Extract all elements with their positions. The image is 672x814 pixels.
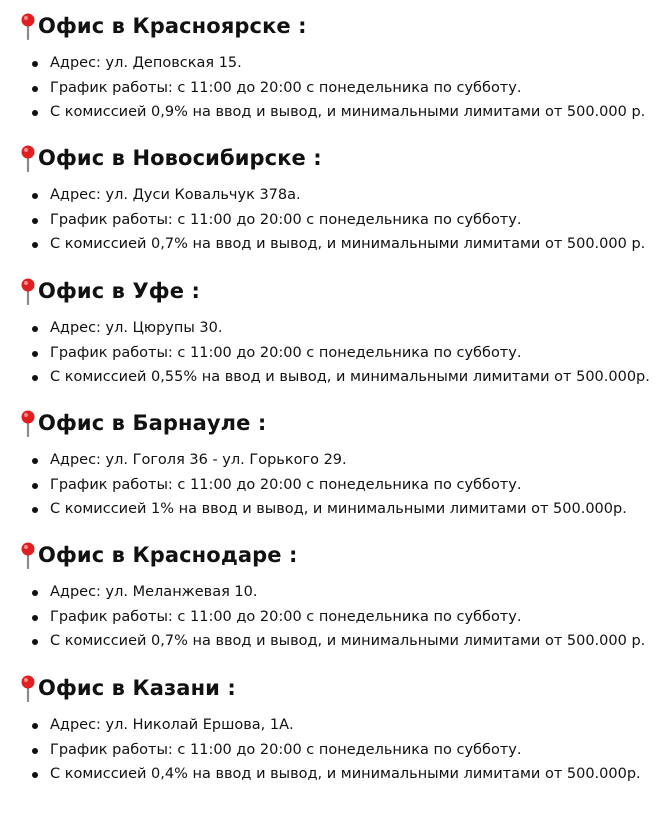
bullet [32, 748, 38, 754]
bullet [32, 483, 38, 489]
office-address [0, 316, 650, 341]
office-address-text: Адрес: ул. Гоголя 36 - ул. Горького 29. [50, 452, 347, 468]
round-pushpin-icon [20, 409, 36, 437]
office-details-list [0, 51, 645, 125]
office-schedule-text: График работы: с 11:00 до 20:00 с понедельника по субботу. [50, 344, 522, 361]
office-schedule [0, 341, 650, 366]
office-commission-text: С комиссией 0,9% на ввод и вывод, и минимальными лимитами от 500.000 р. [50, 104, 646, 120]
office-commission [0, 762, 641, 787]
office-address-text: Адрес: ул. Дуси Ковальчук 378а. [50, 187, 301, 203]
office-schedule [0, 605, 645, 630]
bullet [32, 458, 38, 464]
office-details-list [0, 580, 645, 654]
office-schedule-text: График работы: с 11:00 до 20:00 с понедельника по субботу. [50, 608, 522, 625]
office-heading [20, 671, 236, 705]
office-details-list [0, 713, 641, 787]
office-title: Офис в Уфе : [38, 279, 200, 303]
office-schedule [0, 208, 645, 233]
office-title: Офис в Красноярске : [38, 14, 307, 38]
bullet [32, 351, 38, 357]
round-pushpin-icon [20, 674, 36, 702]
bullet [32, 772, 38, 778]
office-details-list [0, 316, 650, 390]
office-schedule [0, 738, 641, 763]
office-address-text: Адрес: ул. Цюрупы 30. [50, 320, 223, 336]
office-schedule-text: График работы: с 11:00 до 20:00 с понедельника по субботу. [50, 211, 522, 228]
bullet [32, 375, 38, 381]
office-schedule-text: График работы: с 11:00 до 20:00 с понедельника по субботу. [50, 476, 522, 493]
office-commission [0, 365, 650, 390]
office-heading [20, 9, 307, 43]
round-pushpin-icon [20, 12, 36, 40]
office-commission-text: С комиссией 0,7% на ввод и вывод, и минимальными лимитами от 500.000 р. [50, 236, 646, 252]
office-address-text: Адрес: ул. Деповская 15. [50, 55, 242, 71]
office-details-list [0, 448, 627, 522]
bullet [32, 615, 38, 621]
office-address [0, 713, 641, 738]
office-details-list [0, 183, 645, 257]
office-heading [20, 274, 200, 308]
round-pushpin-icon [20, 144, 36, 172]
office-address [0, 580, 645, 605]
round-pushpin-icon [20, 277, 36, 305]
bullet [32, 723, 38, 729]
office-title: Офис в Краснодаре : [38, 543, 298, 567]
office-commission [0, 497, 627, 522]
office-title: Офис в Барнауле : [38, 411, 267, 435]
office-commission-text: С комиссией 0,55% на ввод и вывод, и минимальными лимитами от 500.000р. [50, 369, 650, 385]
office-commission [0, 232, 645, 257]
office-address [0, 183, 645, 208]
office-title: Офис в Новосибирске : [38, 146, 322, 170]
office-address [0, 51, 645, 76]
office-commission [0, 100, 645, 125]
bullet [32, 218, 38, 224]
office-address [0, 448, 627, 473]
office-commission-text: С комиссией 1% на ввод и вывод, и минимальными лимитами от 500.000р. [50, 501, 627, 517]
office-commission-text: С комиссией 0,4% на ввод и вывод, и минимальными лимитами от 500.000р. [50, 766, 641, 782]
bullet [32, 639, 38, 645]
office-commission-text: С комиссией 0,7% на ввод и вывод, и минимальными лимитами от 500.000 р. [50, 633, 646, 649]
office-heading [20, 141, 322, 175]
bullet [32, 61, 38, 67]
bullet [32, 590, 38, 596]
office-schedule-text: График работы: с 11:00 до 20:00 с понедельника по субботу. [50, 79, 522, 96]
office-schedule [0, 76, 645, 101]
office-title: Офис в Казани : [38, 676, 236, 700]
office-schedule [0, 473, 627, 498]
bullet [32, 110, 38, 116]
office-heading [20, 406, 266, 440]
office-address-text: Адрес: ул. Николай Ершова, 1А. [50, 717, 294, 733]
office-heading [20, 538, 298, 572]
office-schedule-text: График работы: с 11:00 до 20:00 с понедельника по субботу. [50, 741, 522, 758]
office-commission [0, 629, 645, 654]
bullet [32, 507, 38, 513]
bullet [32, 193, 38, 199]
bullet [32, 86, 38, 92]
round-pushpin-icon [20, 541, 36, 569]
office-address-text: Адрес: ул. Меланжевая 10. [50, 584, 258, 600]
bullet [32, 326, 38, 332]
bullet [32, 242, 38, 248]
